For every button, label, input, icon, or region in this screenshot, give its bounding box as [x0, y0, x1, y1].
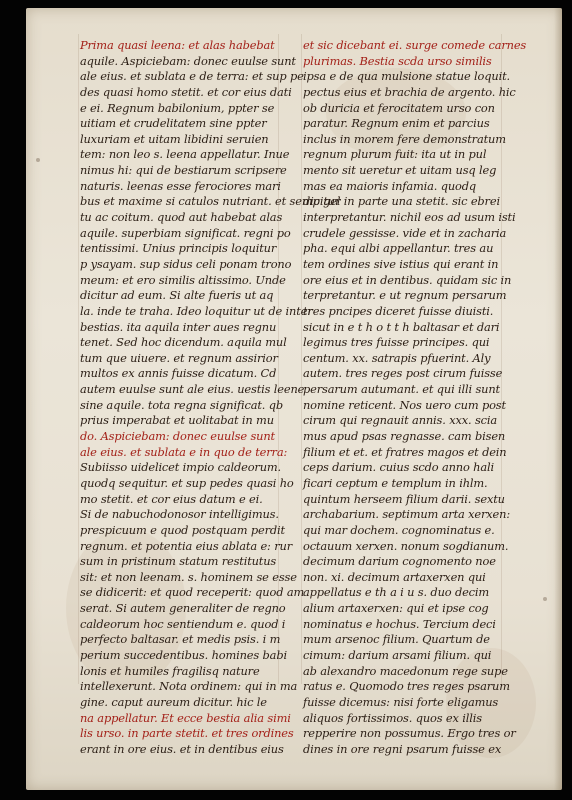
text-line: erant in ore eius. et in dentibus eius — [80, 741, 284, 756]
text-line: gine. caput aureum dicitur. hic le — [80, 694, 267, 709]
text-column-right — [303, 38, 527, 757]
text-line: paratur. Regnum enim et parcius — [303, 116, 490, 131]
rubric-text-line: ale eius. et sublata e in quo de terra: — [80, 444, 288, 459]
text-line: ceps darium. cuius scdo anno hali — [303, 460, 494, 475]
text-line: centum. xx. satrapis pfuerint. Aly — [303, 350, 491, 365]
text-line: tem ordines sive istius qui erant in — [303, 256, 499, 271]
text-line: mento sit ueretur et uitam usq leg — [303, 163, 497, 178]
text-line: quodq sequitur. et sup pedes quasi ho — [80, 475, 294, 490]
rubric-text-line: Prima quasi leena: et alas habebat — [80, 38, 275, 52]
text-line: tu ac coitum. quod aut habebat alas — [80, 210, 283, 225]
text-line: interpretantur. nichil eos ad usum isti — [303, 210, 516, 225]
text-line: aquile. superbiam significat. regni po — [80, 225, 291, 240]
text-line: Subiisso uidelicet impio caldeorum. — [80, 460, 282, 475]
text-line: dines in ore regni psarum fuisse ex — [303, 741, 502, 756]
text-line: persarum autumant. et qui illi sunt — [303, 382, 500, 397]
text-line: multos ex annis fuisse dicatum. Cd — [80, 366, 277, 381]
text-line: sum in pristinum statum restitutus — [80, 554, 277, 569]
text-column-left — [80, 38, 341, 757]
text-line: ale eius. et sublata e de terra: et sup pe — [80, 69, 304, 84]
text-line: se didicerit: et quod receperit: quod am — [80, 585, 305, 600]
text-line: appellatus e th a i u s. duo decim — [303, 585, 490, 600]
text-line: intellexerunt. Nota ordinem: qui in ma — [80, 679, 298, 694]
text-line: tres pncipes diceret fuisse diuisti. — [303, 303, 494, 318]
text-line: naturis. leenas esse ferociores mari — [80, 178, 281, 193]
text-line: mum arsenoc filium. Quartum de — [303, 632, 490, 647]
text-line: regnum plurum fuit: ita ut in pul — [303, 147, 487, 162]
text-line: alium artaxerxen: qui et ipse cog — [303, 601, 489, 616]
text-line: decimum darium cognomento noe — [303, 554, 496, 569]
text-line: repperire non possumus. Ergo tres or — [303, 726, 516, 741]
text-line: mo stetit. et cor eius datum e ei. — [80, 491, 263, 506]
text-line: legimus tres fuisse principes. qui — [303, 335, 490, 350]
text-line: prius imperabat et uolitabat in mu — [80, 413, 274, 428]
text-line: autem. tres reges post cirum fuisse — [303, 366, 503, 381]
text-line: aliquos fortissimos. quos ex illis — [303, 710, 482, 725]
rubric-text-line: et sic dicebant ei. surge comede carnes — [303, 38, 527, 52]
text-line: mas ea maioris infamia. quodq — [303, 178, 477, 193]
text-line: filium et et. et fratres magos et dein — [303, 444, 507, 459]
text-line: perium succedentibus. homines babi — [80, 647, 287, 662]
rubric-text-line: na appellatur. Et ecce bestia alia simi — [80, 710, 291, 725]
ruling-line — [78, 34, 79, 684]
text-line: autem euulse sunt ale eius. uestis leene — [80, 382, 305, 397]
rubric-text-line: lis urso. in parte stetit. et tres ordines — [80, 726, 294, 741]
text-line: uitiam et crudelitatem sine ppter — [80, 116, 267, 131]
text-line: nimus hi: qui de bestiarum scripsere — [80, 163, 287, 178]
text-line: sit: et non leenam. s. hominem se esse — [80, 569, 297, 584]
text-line: ipsa e de qua mulsione statue loquit. — [303, 69, 510, 84]
text-line: perfecto baltasar. et medis psis. i m — [80, 632, 281, 647]
text-line: la. inde te traha. Ideo loquitur ut de inter — [80, 303, 313, 318]
text-line: crudele gessisse. vide et in zacharia — [303, 225, 507, 240]
text-line: sine aquile. tota regna significat. qb — [80, 397, 284, 412]
rubric-text-line: plurimas. Bestia scda urso similis — [303, 53, 492, 68]
text-line: nomine reticent. Nos uero cum post — [303, 397, 506, 412]
text-line: sicut in e t h o t t h baltasar et dari — [303, 319, 500, 334]
text-line: dicitur in parte una stetit. sic ebrei — [303, 194, 500, 209]
text-line: ore eius et in dentibus. quidam sic in — [303, 272, 512, 287]
text-line: ratus e. Quomodo tres reges psarum — [303, 679, 510, 694]
text-line: non. xi. decimum artaxerxen qui — [303, 569, 486, 584]
text-line: archabarium. septimum arta xerxen: — [303, 507, 511, 522]
text-line: ab alexandro macedonum rege supe — [303, 663, 508, 678]
text-line: caldeorum hoc sentiendum e. quod i — [80, 616, 286, 631]
text-line: tem: non leo s. leena appellatur. Inue — [80, 147, 290, 162]
prick-hole — [36, 158, 40, 162]
text-line: pha. equi albi appellantur. tres au — [303, 241, 494, 256]
text-line: p ysayam. sup sidus celi ponam trono — [80, 256, 292, 271]
text-line: dicitur ad eum. Si alte fueris ut aq — [80, 288, 274, 303]
text-line: qui mar dochem. cognominatus e. — [303, 522, 495, 537]
text-line: regnum. et potentia eius ablata e: rur — [80, 538, 292, 553]
text-line: aquile. Aspiciebam: donec euulse sunt — [80, 53, 296, 68]
text-line: cimum: darium arsami filium. qui — [303, 647, 492, 662]
text-line: tentissimi. Unius principis loquitur — [80, 241, 277, 256]
text-line: pectus eius et brachia de argento. hic — [303, 84, 516, 99]
text-line: nominatus e hochus. Tercium deci — [303, 616, 496, 631]
text-line: e ei. Regnum babilonium, ppter se — [80, 100, 275, 115]
text-line: lonis et humiles fragilisq nature — [80, 663, 260, 678]
rubric-text-line: do. Aspiciebam: donec euulse sunt — [80, 429, 275, 444]
text-line: luxuriam et uitam libidini seruien — [80, 131, 269, 146]
text-line: cirum qui regnauit annis. xxx. scia — [303, 413, 498, 428]
text-line: ficari ceptum e templum in ihlm. — [303, 475, 488, 490]
text-line: mus apud psas regnasse. cam bisen — [303, 429, 506, 444]
text-line: tum que uiuere. et regnum assirior — [80, 350, 278, 365]
text-line: bestias. ita aquila inter aues regnu — [80, 319, 277, 334]
text-line: tenet. Sed hoc dicendum. aquila mul — [80, 335, 287, 350]
text-line: fuisse dicemus: nisi forte eligamus — [303, 694, 499, 709]
text-line: inclus in morem fere demonstratum — [303, 131, 506, 146]
text-line: meum: et ero similis altissimo. Unde — [80, 272, 286, 287]
text-line: serat. Si autem generaliter de regno — [80, 601, 286, 616]
text-line: bus et maxime si catulos nutriant. et semp gel — [80, 194, 341, 209]
text-line: octauum xerxen. nonum sogdianum. — [303, 538, 509, 553]
text-line: Si de nabuchodonosor intelligimus. — [80, 507, 279, 522]
text-line: ob duricia et ferocitatem urso con — [303, 100, 495, 115]
text-line: terpretantur. e ut regnum persarum — [303, 288, 507, 303]
text-line: prespicuum e quod postquam perdit — [80, 522, 285, 537]
text-line: quintum herseem filium darii. sextu — [303, 491, 505, 506]
text-line: des quasi homo stetit. et cor eius dati — [80, 84, 292, 99]
prick-hole — [543, 597, 547, 601]
